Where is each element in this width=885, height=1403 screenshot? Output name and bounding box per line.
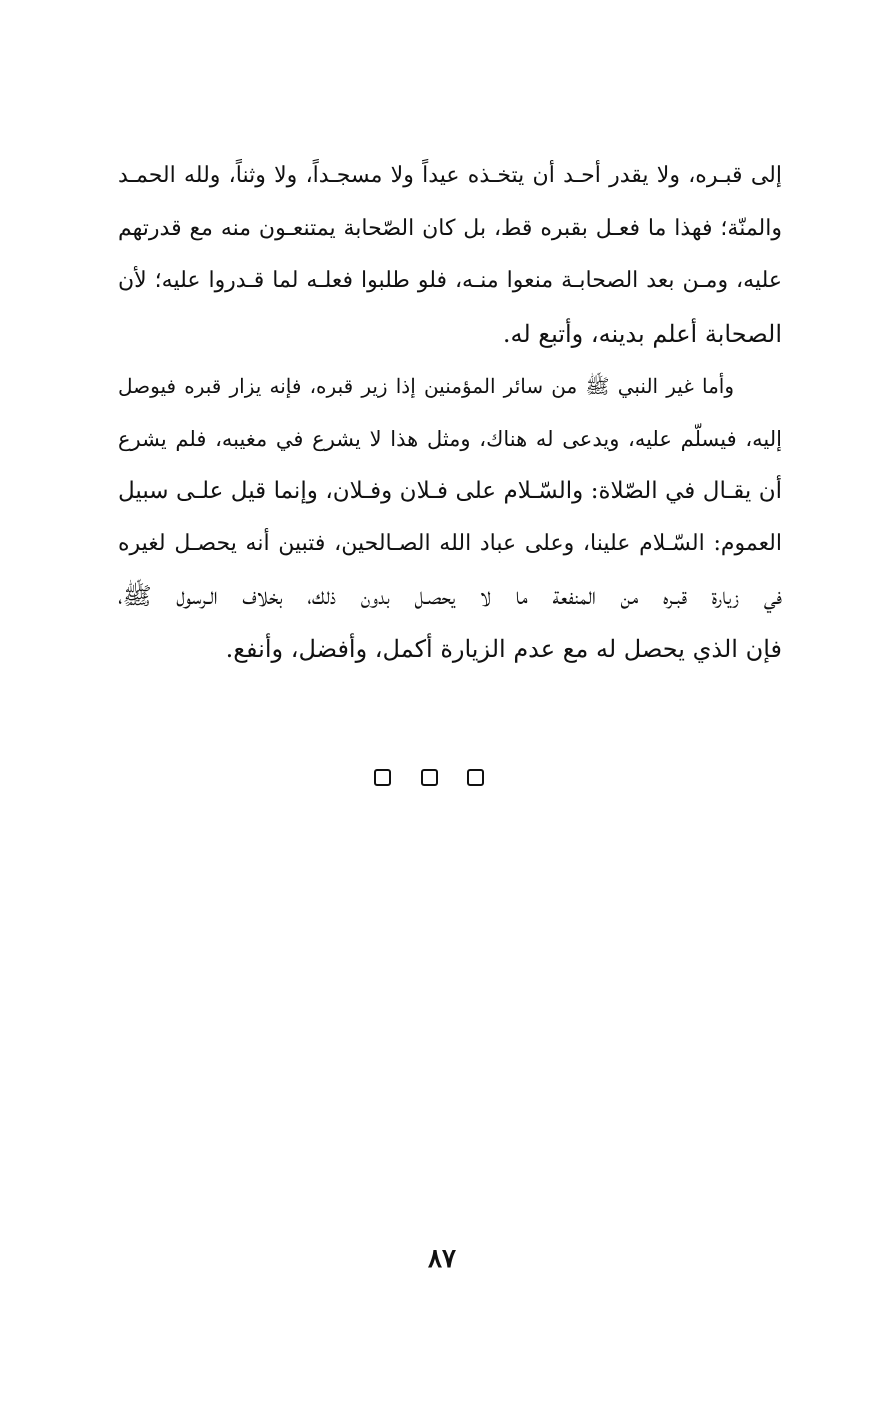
paragraph-1	[118, 150, 782, 360]
text-line: عليه، ومـن بعد الصحابـة منعوا منـه، فلو طلبوا فعلـه لما قـدروا عليه؛ لأن	[118, 268, 782, 293]
text-line: إليه، فيسلّم عليه، ويدعى له هناك، ومثل هذا لا يشرع في مغيبه، فلم يشرع	[118, 426, 782, 451]
paragraph-2	[118, 360, 782, 675]
text-line: أن يقـال في الصّلاة: والسّـلام على فـلان وفـلان، وإنما قيل علـى سبيل	[118, 478, 782, 504]
text-line: إلى قبـره، ولا يقدر أحـد أن يتخـذه عيداً ولا مسجـداً، ولا وثناً، ولله الحمـد	[118, 163, 782, 188]
page-number: ٨٧	[428, 1244, 456, 1274]
square-ornament-icon	[467, 769, 484, 786]
square-ornament-icon	[374, 769, 391, 786]
text-line: والمنّة؛ فهذا ما فعـل بقبره قط، بل كان الصّحابة يمتنعـون منه مع قدرتهم	[118, 215, 782, 241]
text-line: وأما غير النبي ﷺ من سائر المؤمنين إذا زير قبره، فإنه يزار قبره فيوصل	[118, 374, 734, 398]
text-line: العموم: السّـلام علينا، وعلى عباد الله الصـالحين، فتبين أنه يحصـل لغيره	[118, 530, 782, 556]
square-ornament-icon	[421, 769, 438, 786]
section-separator	[374, 764, 484, 790]
text-line: في زيارة قبـره من المنفعة ما لا يحصـل بدون ذلك، بخلاف الـرسول ﷺ،	[118, 582, 782, 610]
text-line: فإن الذي يحصل له مع عدم الزيارة أكمل، وأفضل، وأنفع.	[225, 634, 782, 663]
text-line: الصحابة أعلم بدينه، وأتبع له.	[502, 319, 782, 348]
main-text	[118, 150, 782, 675]
